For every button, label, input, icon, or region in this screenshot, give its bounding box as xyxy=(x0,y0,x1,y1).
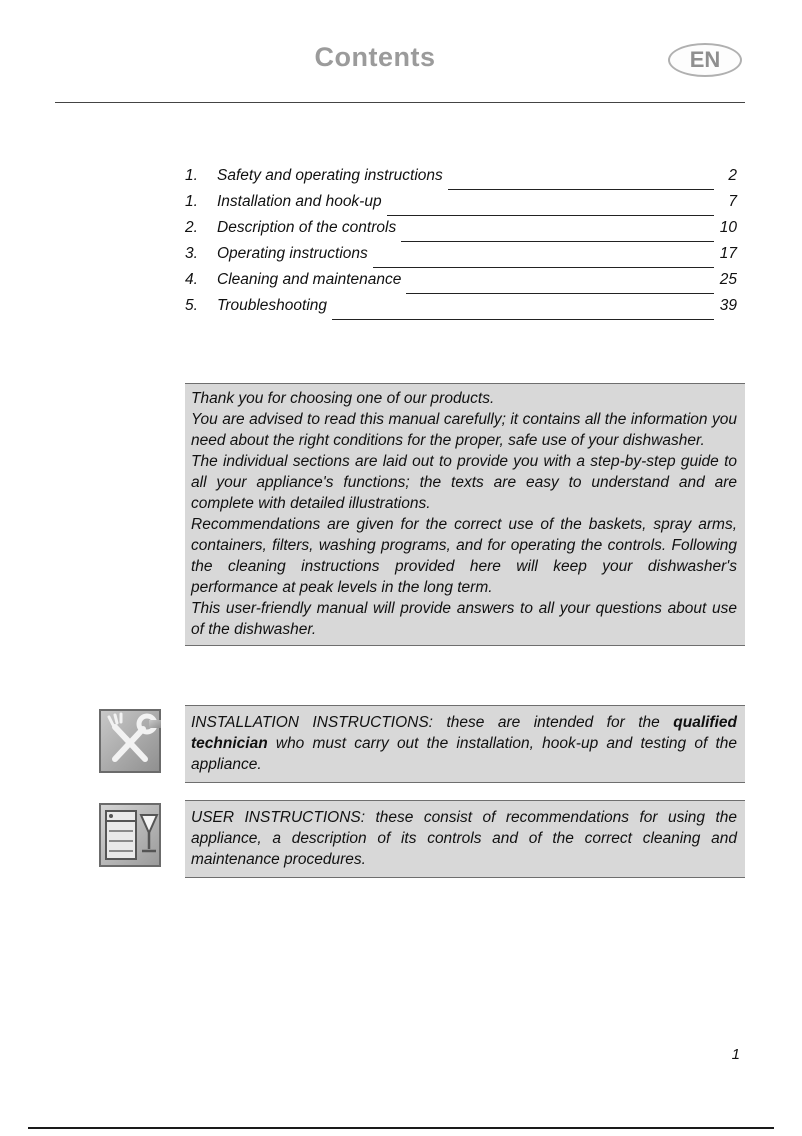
intro-paragraph: Thank you for choosing one of our products. xyxy=(191,390,495,407)
toc-entry xyxy=(185,219,737,245)
installation-instructions-text xyxy=(191,712,737,775)
intro-paragraph: You are advised to read this manual carefully; it contains all the information you need about the right conditions for the proper, safe use of your dishwasher. xyxy=(191,411,737,449)
toc-entry-number: 1. xyxy=(185,193,198,210)
toc-entry-page: 39 xyxy=(719,297,737,314)
toc-entry-label: Cleaning and maintenance xyxy=(217,271,402,288)
toc-entry-label: Operating instructions xyxy=(217,245,368,262)
toc-entry-number: 1. xyxy=(185,167,198,184)
toc-entry xyxy=(185,297,737,323)
toc-leader-line xyxy=(387,215,714,216)
toc-entry-number: 2. xyxy=(185,219,198,236)
toc-entry xyxy=(185,245,737,271)
toc-entry-page: 2 xyxy=(728,167,737,184)
toc-entry-label: Safety and operating instructions xyxy=(217,167,443,184)
toc-entry-page: 7 xyxy=(728,193,737,210)
intro-paragraph: Recommendations are given for the correct use of the baskets, spray arms, containers, filters, washing programs, and for operating the controls. Following the cleaning instructions provided here will keep your dishwasher's performance at peak levels in the long term. xyxy=(191,516,737,596)
toc-leader-line xyxy=(401,241,714,242)
toc-entry-number: 5. xyxy=(185,297,198,314)
installation-instructions-box xyxy=(185,705,745,783)
dishwasher-icon xyxy=(99,803,161,867)
installation-text-bold: qualified technician xyxy=(191,714,737,752)
table-of-contents xyxy=(185,167,737,323)
language-badge xyxy=(668,43,742,77)
intro-text-box xyxy=(185,383,745,646)
toc-entry xyxy=(185,271,737,297)
toc-leader-line xyxy=(448,189,714,190)
user-instructions-box xyxy=(185,800,745,878)
intro-paragraph: The individual sections are laid out to provide you with a step-by-step guide to all your appliance's functions; the texts are easy to understand and are complete with detailed illustrations. xyxy=(191,453,737,512)
toc-entry-label: Description of the controls xyxy=(217,219,397,236)
user-instructions-text: USER INSTRUCTIONS: these consist of recommendations for using the appliance, a description of its controls and of the correct cleaning and maintenance procedures. xyxy=(191,809,737,868)
footer-divider xyxy=(28,1127,774,1129)
header-divider xyxy=(55,102,745,103)
toc-leader-line xyxy=(332,319,714,320)
toc-entry-number: 3. xyxy=(185,245,198,262)
toc-entry-page: 17 xyxy=(719,245,737,262)
toc-leader-line xyxy=(373,267,714,268)
toc-leader-line xyxy=(406,293,714,294)
toc-entry-label: Installation and hook-up xyxy=(217,193,382,210)
installation-text-after: who must carry out the installation, hook-up and testing of the appliance. xyxy=(191,735,737,773)
toc-entry-number: 4. xyxy=(185,271,198,288)
toc-entry-page: 10 xyxy=(719,219,737,236)
toc-entry-label: Troubleshooting xyxy=(217,297,328,314)
toc-entry-page: 25 xyxy=(719,271,737,288)
toc-entry xyxy=(185,167,737,193)
language-badge-label: EN xyxy=(689,47,721,72)
intro-paragraph: This user-friendly manual will provide answers to all your questions about use of the dishwasher. xyxy=(191,600,737,638)
toc-entry xyxy=(185,193,737,219)
page-number: 1 xyxy=(731,1046,740,1063)
tools-icon xyxy=(99,709,161,773)
installation-text-before: INSTALLATION INSTRUCTIONS: these are intended for the xyxy=(191,714,674,731)
page-title: Contents xyxy=(314,42,436,72)
